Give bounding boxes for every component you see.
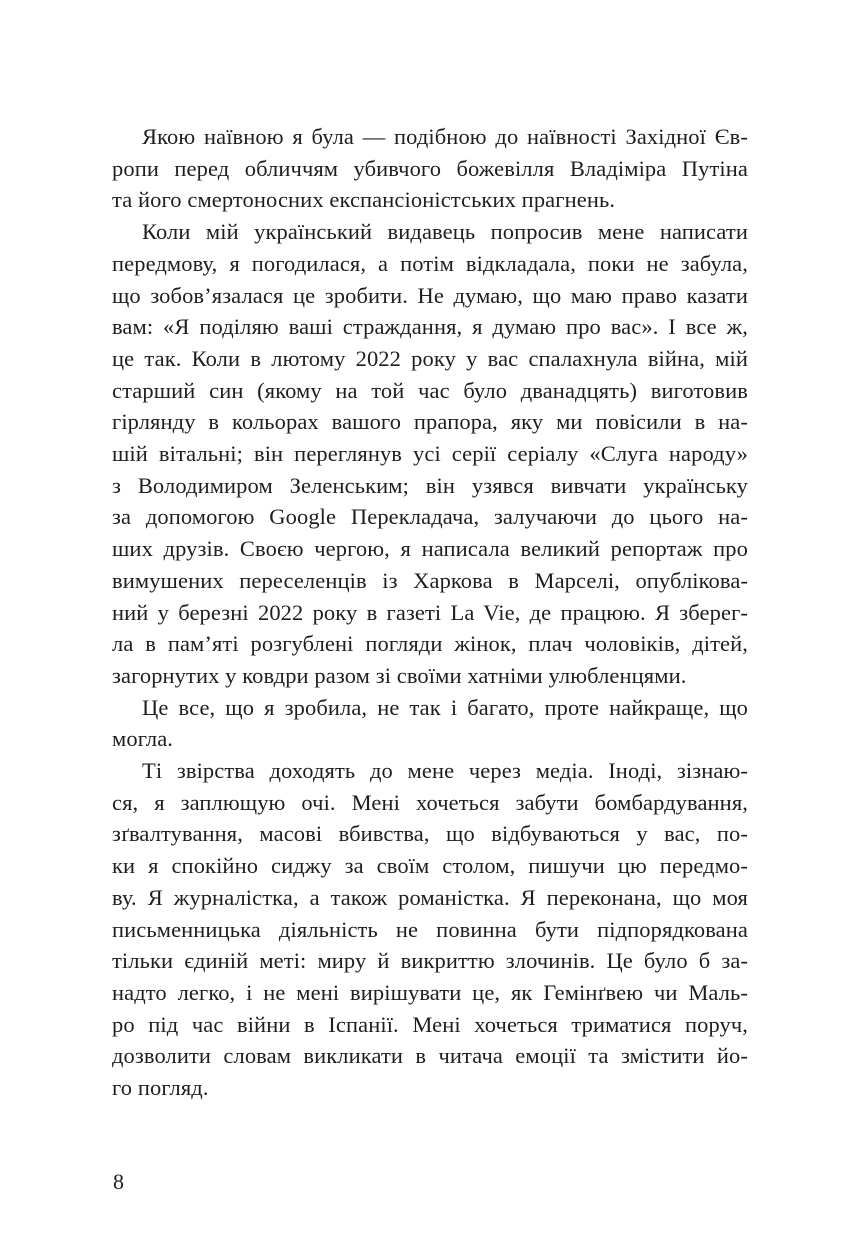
text-line: передмову, я погодилася, а потім відкладала, поки не забула, [112,250,748,276]
body-text [112,121,748,1104]
text-line: ших друзів. Своєю чергою, я написала великий репортаж про [112,536,748,562]
text-line: що зобов’язалася це зробити. Не думаю, що маю право казати [112,282,748,308]
text-line: ся, я заплющую очі. Мені хочеться забути бомбардування, [112,789,748,815]
paragraph [112,755,748,1104]
text-line: надто легко, і не мені вирішувати це, як Гемінґвею чи Маль- [112,979,748,1005]
text-line: могла. [112,726,174,752]
page-number: 8 [113,1169,124,1194]
text-line: ла в пам’яті розгублені погляди жінок, плач чоловіків, дітей, [112,631,748,657]
text-line: ропи перед обличчям убивчого божевілля Владіміра Путіна [112,155,748,181]
text-line: шій вітальні; він переглянув усі серії серіалу «Слуга народу» [112,441,748,467]
text-line: ний у березні 2022 року в газеті La Vie, де працюю. Я зберег- [112,599,748,625]
text-line: гірлянду в кольорах вашого прапора, яку ми повісили в на- [112,409,748,435]
text-line: тільки єдиній меті: миру й викриттю злочинів. Це було б за- [112,948,748,974]
text-line: дозволити словам викликати в читача емоції та змістити йо- [112,1043,748,1069]
text-line: старший син (якому на той час було дванадцять) виготовив [112,377,748,403]
paragraph [112,692,748,755]
text-line: Коли мій український видавець попросив мене написати [142,219,748,245]
paragraph [112,216,748,692]
text-line: за допомогою Google Перекладача, залучаючи до цього на- [112,504,748,530]
text-line: ву. Я журналістка, а також романістка. Я переконана, що моя [112,884,748,910]
text-line: загорнутих у ковдри разом зі своїми хатніми улюбленцями. [112,662,687,688]
text-line: Ті звірства доходять до мене через медіа. Іноді, зізнаю- [142,758,748,784]
paragraph [112,121,748,216]
text-line: го погляд. [112,1075,209,1101]
text-line: це так. Коли в лютому 2022 року у вас спалахнула війна, мій [112,345,748,371]
text-line: зґвалтування, масові вбивства, що відбуваються у вас, по- [112,821,748,847]
text-line: вам: «Я поділяю ваші страждання, я думаю про вас». І все ж, [112,314,748,340]
text-line: та його смертоносних експансіоністських прагнень. [112,187,616,213]
text-line: письменницька діяльність не повинна бути підпорядкована [112,916,748,942]
text-line: ки я спокійно сиджу за своїм столом, пишучи цю передмо- [112,853,748,879]
text-line: Це все, що я зробила, не так і багато, проте найкраще, що [142,694,748,720]
text-line: з Володимиром Зеленським; він узявся вивчати українську [112,472,748,498]
text-line: вимушених переселенців із Харкова в Марселі, опублікова- [112,567,748,593]
text-line: ро під час війни в Іспанії. Мені хочеться триматися поруч, [112,1011,748,1037]
text-line: Якою наївною я була — подібною до наївності Західної Єв- [142,124,748,149]
